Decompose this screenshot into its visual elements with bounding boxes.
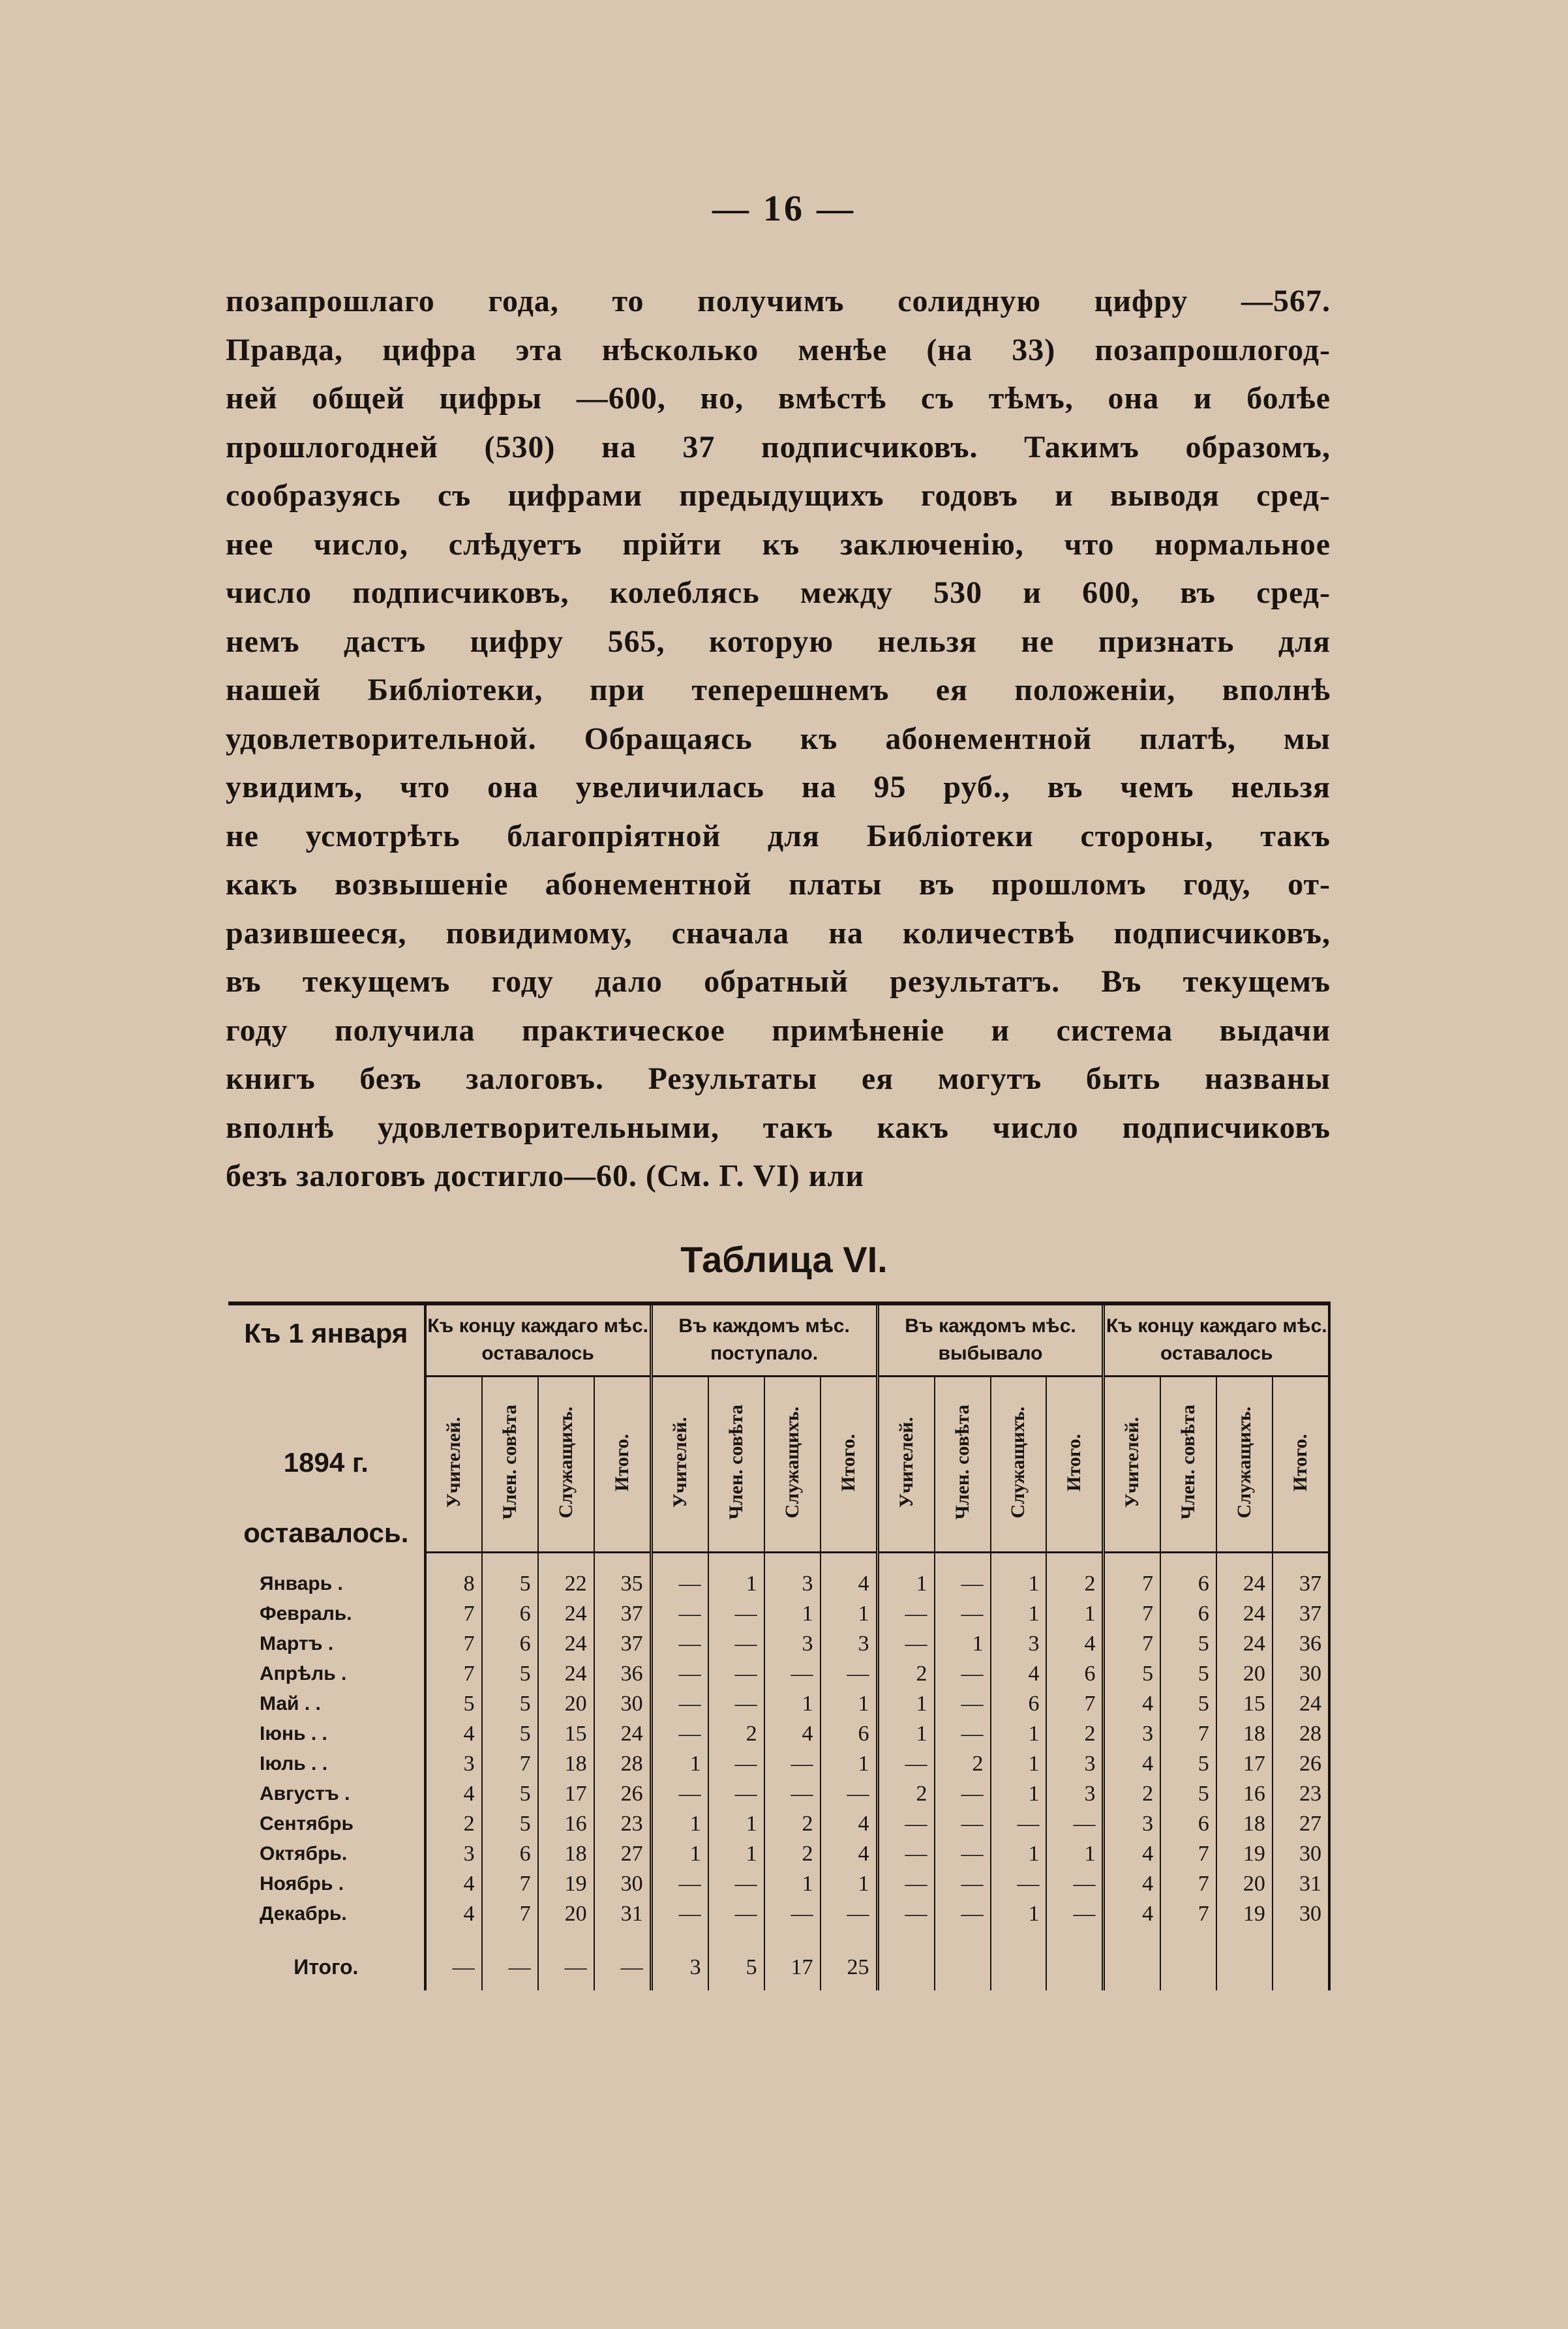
table-cell: 19: [1216, 1899, 1273, 1929]
table-cell: 7: [425, 1659, 482, 1689]
table-cell: 15: [538, 1719, 594, 1749]
table-cell: 7: [1104, 1629, 1160, 1659]
table-cell: —: [708, 1869, 764, 1899]
table-cell: 6: [991, 1689, 1047, 1719]
table-cell: 26: [594, 1779, 651, 1809]
table-cell: 35: [594, 1569, 651, 1599]
group-header-left: Въ каждомъ мѣс. выбывало: [877, 1303, 1104, 1376]
group-header-end: Къ концу каждаго мѣс. оставалось: [1104, 1303, 1329, 1376]
table-cell: —: [877, 1869, 934, 1899]
table-cell: 1: [877, 1719, 934, 1749]
table-cell: 2: [764, 1839, 821, 1869]
table-cell: 30: [594, 1689, 651, 1719]
column-header-label: Член. совѣта: [498, 1405, 520, 1520]
table-cell: 1: [877, 1569, 934, 1599]
table-cell: 5: [1160, 1629, 1216, 1659]
column-header: [1273, 1376, 1329, 1552]
table-cell: 5: [482, 1689, 538, 1719]
column-header: [821, 1376, 877, 1552]
table-cell: 24: [538, 1629, 594, 1659]
total-cell: [1273, 1945, 1329, 1990]
table-cell: 2: [877, 1659, 934, 1689]
table-cell: —: [821, 1779, 877, 1809]
table-cell: 1: [991, 1749, 1047, 1779]
total-cell: [1046, 1945, 1103, 1990]
table-cell: 6: [1160, 1599, 1216, 1629]
paragraph-line: книгъ безъ залоговъ. Результаты ея могутъ быть названы: [226, 1061, 1331, 1096]
table-row: [228, 1629, 1329, 1659]
table-cell: 7: [1160, 1869, 1216, 1899]
table-cell: —: [935, 1569, 991, 1599]
table-cell: —: [821, 1899, 877, 1929]
table-cell: —: [764, 1659, 821, 1689]
table-cell: 5: [482, 1719, 538, 1749]
table-cell: 6: [1160, 1569, 1216, 1599]
table-cell: 1: [651, 1839, 708, 1869]
table-cell: —: [877, 1899, 934, 1929]
table-cell: 1: [991, 1569, 1047, 1599]
table-cell: 2: [935, 1749, 991, 1779]
table-cell: 4: [425, 1869, 482, 1899]
month-label: Мартъ .: [228, 1629, 425, 1659]
table-cell: 5: [482, 1659, 538, 1689]
table-row: [228, 1899, 1329, 1929]
table-cell: 3: [1046, 1749, 1103, 1779]
month-label: Сентябрь: [228, 1809, 425, 1839]
table-cell: —: [1046, 1809, 1103, 1839]
table-cell: 5: [482, 1569, 538, 1599]
table-cell: 36: [594, 1659, 651, 1689]
paragraph-line: увидимъ, что она увеличилась на 95 руб., въ чемъ нельзя: [226, 770, 1331, 804]
table-cell: —: [764, 1779, 821, 1809]
total-cell: [877, 1945, 934, 1990]
table-cell: 18: [1216, 1719, 1273, 1749]
paragraph-line: не усмотрѣть благопріятной для Библіотеки стороны, такъ: [226, 818, 1331, 853]
table-row: [228, 1809, 1329, 1839]
total-cell: —: [538, 1945, 594, 1990]
table-cell: 24: [1216, 1629, 1273, 1659]
table-cell: 3: [425, 1749, 482, 1779]
table-cell: —: [651, 1569, 708, 1599]
column-header-label: Учителей.: [895, 1417, 917, 1508]
table-cell: 1: [708, 1569, 764, 1599]
table-cell: 4: [425, 1779, 482, 1809]
table-cell: —: [935, 1809, 991, 1839]
total-cell: [1104, 1945, 1160, 1990]
table-cell: —: [651, 1689, 708, 1719]
table-cell: —: [935, 1779, 991, 1809]
table-cell: 3: [764, 1569, 821, 1599]
table-cell: —: [708, 1899, 764, 1929]
table-row: [228, 1749, 1329, 1779]
paragraph-line: позапрошлаго года, то получимъ солидную цифру —567.: [226, 284, 1331, 318]
column-header: [651, 1376, 708, 1552]
table-title: Таблица VI.: [680, 1239, 888, 1280]
table-cell: 7: [482, 1749, 538, 1779]
paragraph-line: какъ возвышеніе абонементной платы въ прошломъ году, от-: [226, 867, 1331, 902]
column-header-label: Служащихъ.: [781, 1406, 803, 1519]
table-cell: 3: [764, 1629, 821, 1659]
table-row: [228, 1599, 1329, 1629]
paragraph-line: число подписчиковъ, колеблясь между 530 и 600, въ сред-: [226, 575, 1331, 610]
table-cell: 20: [538, 1689, 594, 1719]
month-label: Апрѣль .: [228, 1659, 425, 1689]
table-cell: 1: [991, 1899, 1047, 1929]
paragraph-line: безъ залоговъ достигло—60. (См. Г. VI) или: [226, 1159, 865, 1193]
table-cell: 27: [1273, 1809, 1329, 1839]
table-cell: 3: [821, 1629, 877, 1659]
month-label: Февраль.: [228, 1599, 425, 1629]
table-cell: —: [991, 1869, 1047, 1899]
table-cell: 24: [1216, 1599, 1273, 1629]
total-cell: [991, 1945, 1047, 1990]
table-cell: —: [651, 1899, 708, 1929]
column-header-label: Член. совѣта: [725, 1405, 747, 1520]
table-cell: 24: [1273, 1689, 1329, 1719]
left-header-line-2: 1894 г.: [283, 1447, 369, 1478]
table-row: [228, 1659, 1329, 1689]
table-cell: 3: [991, 1629, 1047, 1659]
table-cell: 5: [1160, 1779, 1216, 1809]
table-cell: —: [651, 1599, 708, 1629]
column-header-label: Учителей.: [442, 1417, 464, 1508]
table-cell: 4: [1104, 1869, 1160, 1899]
paragraph-line: нашей Библіотеки, при теперешнемъ ея положеніи, вполнѣ: [226, 673, 1331, 707]
column-header-label: Учителей.: [1121, 1417, 1143, 1508]
table-cell: 3: [1104, 1809, 1160, 1839]
page-number: — 16 —: [712, 189, 856, 229]
table-cell: 23: [594, 1809, 651, 1839]
table-cell: 23: [1273, 1779, 1329, 1809]
table-cell: 18: [538, 1839, 594, 1869]
table-cell: 15: [1216, 1689, 1273, 1719]
table-cell: 3: [425, 1839, 482, 1869]
table-cell: 1: [821, 1869, 877, 1899]
table-cell: 8: [425, 1569, 482, 1599]
table-cell: 20: [1216, 1869, 1273, 1899]
table-cell: 31: [1273, 1869, 1329, 1899]
table-cell: 1: [1046, 1839, 1103, 1869]
table-cell: —: [651, 1719, 708, 1749]
table-cell: 5: [1104, 1659, 1160, 1689]
table-cell: 7: [1160, 1899, 1216, 1929]
column-header-label: Учителей.: [669, 1417, 691, 1508]
table-cell: 4: [821, 1569, 877, 1599]
table-cell: —: [877, 1749, 934, 1779]
table-row: [228, 1719, 1329, 1749]
table-cell: 1: [708, 1809, 764, 1839]
table-cell: —: [935, 1839, 991, 1869]
table-cell: —: [708, 1689, 764, 1719]
table-cell: 24: [1216, 1569, 1273, 1599]
column-header-label: Итого.: [1063, 1433, 1085, 1491]
total-cell: [1160, 1945, 1216, 1990]
column-header-label: Итого.: [611, 1433, 633, 1491]
table-cell: 1: [935, 1629, 991, 1659]
table-cell: 2: [1046, 1569, 1103, 1599]
table-cell: 16: [1216, 1779, 1273, 1809]
table-cell: 30: [1273, 1659, 1329, 1689]
column-header: [1216, 1376, 1273, 1552]
column-header-label: Служащихъ.: [554, 1406, 577, 1519]
table-cell: 16: [538, 1809, 594, 1839]
table-cell: 30: [1273, 1899, 1329, 1929]
table-cell: 2: [1104, 1779, 1160, 1809]
table-cell: 22: [538, 1569, 594, 1599]
table-cell: 5: [482, 1779, 538, 1809]
table-cell: 6: [482, 1839, 538, 1869]
table-cell: 28: [1273, 1719, 1329, 1749]
column-header: [425, 1376, 482, 1552]
table-cell: 5: [482, 1809, 538, 1839]
table-cell: 7: [425, 1599, 482, 1629]
table-row: [228, 1839, 1329, 1869]
table-cell: —: [651, 1659, 708, 1689]
column-header: [708, 1376, 764, 1552]
table-cell: 1: [991, 1599, 1047, 1629]
table-cell: 37: [1273, 1599, 1329, 1629]
table-cell: —: [1046, 1899, 1103, 1929]
total-cell: —: [425, 1945, 482, 1990]
column-header-label: Итого.: [837, 1433, 859, 1491]
table-cell: —: [991, 1809, 1047, 1839]
table-cell: 1: [651, 1809, 708, 1839]
left-header: [228, 1303, 425, 1552]
table-cell: 18: [538, 1749, 594, 1779]
table-cell: 4: [425, 1719, 482, 1749]
group-header-start: Къ концу каждаго мѣс. оставалось: [425, 1303, 651, 1376]
table-cell: 37: [1273, 1569, 1329, 1599]
table-cell: 4: [425, 1899, 482, 1929]
total-label: Итого.: [228, 1945, 425, 1990]
table-cell: 5: [425, 1689, 482, 1719]
total-cell: [1216, 1945, 1273, 1990]
table-cell: 36: [1273, 1629, 1329, 1659]
total-cell: 3: [651, 1945, 708, 1990]
table-cell: 19: [538, 1869, 594, 1899]
table-cell: 5: [1160, 1689, 1216, 1719]
table-cell: —: [764, 1749, 821, 1779]
paragraph-line: году получила практическое примѣненіе и система выдачи: [226, 1012, 1331, 1048]
table-cell: 1: [991, 1719, 1047, 1749]
paragraph-line: ней общей цифры —600, но, вмѣстѣ съ тѣмъ, она и болѣе: [226, 381, 1331, 416]
total-cell: [935, 1945, 991, 1990]
table-cell: 1: [764, 1869, 821, 1899]
table-cell: —: [1046, 1869, 1103, 1899]
month-label: Октябрь.: [228, 1839, 425, 1869]
table-cell: 4: [764, 1719, 821, 1749]
column-header: [1046, 1376, 1103, 1552]
column-header: [1160, 1376, 1216, 1552]
table-cell: 5: [1160, 1749, 1216, 1779]
month-label: Январь .: [228, 1569, 425, 1599]
body-paragraph: [226, 277, 1331, 1201]
paragraph-line: вполнѣ удовлетворительными, такъ какъ число подписчиковъ: [226, 1110, 1331, 1145]
table-cell: 28: [594, 1749, 651, 1779]
table-cell: 1: [651, 1749, 708, 1779]
table-cell: 7: [482, 1869, 538, 1899]
table-cell: —: [935, 1599, 991, 1629]
table-cell: —: [821, 1659, 877, 1689]
table-cell: 1: [991, 1779, 1047, 1809]
table-cell: —: [651, 1869, 708, 1899]
table-cell: 2: [764, 1809, 821, 1839]
table-cell: 24: [538, 1599, 594, 1629]
table-cell: 4: [1104, 1689, 1160, 1719]
table-cell: 1: [821, 1599, 877, 1629]
left-header-line-3: оставалось.: [243, 1517, 409, 1548]
table-cell: 18: [1216, 1809, 1273, 1839]
table-cell: —: [708, 1779, 764, 1809]
table-row: [228, 1689, 1329, 1719]
table-cell: —: [708, 1659, 764, 1689]
table-cell: —: [935, 1719, 991, 1749]
table-cell: 7: [482, 1899, 538, 1929]
table-cell: 24: [538, 1659, 594, 1689]
table-cell: 1: [877, 1689, 934, 1719]
paragraph-line: нее число, слѣдуетъ прійти къ заключенію, что нормальное: [226, 526, 1331, 562]
table-cell: —: [877, 1839, 934, 1869]
column-header: [877, 1376, 934, 1552]
group-header-arrived: Въ каждомъ мѣс. поступало.: [651, 1303, 877, 1376]
total-cell: 17: [764, 1945, 821, 1990]
table-cell: —: [935, 1899, 991, 1929]
table-cell: 17: [538, 1779, 594, 1809]
month-label: Ноябрь .: [228, 1869, 425, 1899]
table-cell: 7: [1104, 1569, 1160, 1599]
paragraph-line: немъ дастъ цифру 565, которую нельзя не признать для: [226, 624, 1331, 659]
table-cell: 7: [1160, 1839, 1216, 1869]
table-cell: —: [935, 1689, 991, 1719]
table-cell: 6: [482, 1629, 538, 1659]
total-row: [228, 1945, 1329, 1990]
table-cell: 26: [1273, 1749, 1329, 1779]
column-header-label: Служащихъ.: [1007, 1406, 1029, 1519]
table-cell: 30: [1273, 1839, 1329, 1869]
paragraph-line: Правда, цифра эта нѣсколько менѣе (на 33) позапрошлогод-: [226, 332, 1331, 367]
paragraph-line: въ текущемъ году дало обратный результатъ. Въ текущемъ: [226, 964, 1331, 999]
table-cell: —: [651, 1629, 708, 1659]
table-cell: 6: [821, 1719, 877, 1749]
column-header-label: Служащихъ.: [1233, 1406, 1255, 1519]
table-cell: —: [708, 1599, 764, 1629]
column-header: [764, 1376, 821, 1552]
month-label: Іюнь . .: [228, 1719, 425, 1749]
paragraph-line: разившееся, повидимому, сначала на количествѣ подписчиковъ,: [226, 915, 1331, 951]
table-cell: 27: [594, 1839, 651, 1869]
table-cell: 20: [538, 1899, 594, 1929]
table-cell: 31: [594, 1899, 651, 1929]
table-cell: 1: [991, 1839, 1047, 1869]
column-header: [991, 1376, 1047, 1552]
table-cell: 1: [821, 1749, 877, 1779]
left-header-line-1: Къ 1 января: [244, 1318, 408, 1348]
table-cell: —: [708, 1629, 764, 1659]
table-cell: 1: [821, 1689, 877, 1719]
table-cell: 4: [821, 1809, 877, 1839]
table-cell: 6: [1046, 1659, 1103, 1689]
table-cell: 4: [991, 1659, 1047, 1689]
table-cell: 7: [1046, 1689, 1103, 1719]
data-table: [228, 1302, 1331, 1990]
table-cell: 37: [594, 1629, 651, 1659]
table-cell: 2: [708, 1719, 764, 1749]
table-cell: 17: [1216, 1749, 1273, 1779]
table-cell: 4: [1104, 1899, 1160, 1929]
table-cell: 4: [821, 1839, 877, 1869]
month-label: Августъ .: [228, 1779, 425, 1809]
table-cell: 2: [877, 1779, 934, 1809]
month-label: Декабрь.: [228, 1899, 425, 1929]
table-cell: 1: [764, 1689, 821, 1719]
table-cell: 7: [425, 1629, 482, 1659]
table-cell: 4: [1046, 1629, 1103, 1659]
table-cell: 7: [1160, 1719, 1216, 1749]
table-cell: —: [935, 1659, 991, 1689]
total-cell: —: [594, 1945, 651, 1990]
table-cell: —: [877, 1599, 934, 1629]
paragraph-line: сообразуясь съ цифрами предыдущихъ годовъ и выводя сред-: [226, 478, 1331, 513]
table-row: [228, 1869, 1329, 1899]
table-cell: —: [877, 1629, 934, 1659]
table-cell: 5: [1160, 1659, 1216, 1689]
table-cell: 1: [708, 1839, 764, 1869]
column-header: [538, 1376, 594, 1552]
total-cell: —: [482, 1945, 538, 1990]
total-cell: 5: [708, 1945, 764, 1990]
column-header: [594, 1376, 651, 1552]
table-cell: 2: [1046, 1719, 1103, 1749]
table-cell: 30: [594, 1869, 651, 1899]
column-header: [935, 1376, 991, 1552]
table-row: [228, 1569, 1329, 1599]
table-cell: 6: [482, 1599, 538, 1629]
paragraph-line: удовлетворительной. Обращаясь къ абонементной платѣ, мы: [226, 721, 1331, 756]
table-cell: 7: [1104, 1599, 1160, 1629]
table-cell: 6: [1160, 1809, 1216, 1839]
table-cell: 37: [594, 1599, 651, 1629]
table-cell: 24: [594, 1719, 651, 1749]
month-label: Май . .: [228, 1689, 425, 1719]
table-cell: 1: [1046, 1599, 1103, 1629]
column-header-label: Член. совѣта: [1177, 1405, 1199, 1520]
table-cell: 2: [425, 1809, 482, 1839]
table-cell: 4: [1104, 1839, 1160, 1869]
table-cell: —: [708, 1749, 764, 1779]
table-cell: —: [935, 1869, 991, 1899]
column-header: [482, 1376, 538, 1552]
table-cell: 19: [1216, 1839, 1273, 1869]
column-header: [1104, 1376, 1160, 1552]
table-cell: 4: [1104, 1749, 1160, 1779]
table-cell: 1: [764, 1599, 821, 1629]
table-cell: —: [651, 1779, 708, 1809]
table-row: [228, 1779, 1329, 1809]
column-header-label: Член. совѣта: [951, 1405, 973, 1520]
column-header-label: Итого.: [1289, 1433, 1311, 1491]
table-cell: —: [877, 1809, 934, 1839]
table-cell: 3: [1104, 1719, 1160, 1749]
table-cell: 20: [1216, 1659, 1273, 1689]
table-cell: —: [764, 1899, 821, 1929]
table-cell: 3: [1046, 1779, 1103, 1809]
month-label: Іюль . .: [228, 1749, 425, 1779]
total-cell: 25: [821, 1945, 877, 1990]
paragraph-line: прошлогодней (530) на 37 подписчиковъ. Такимъ образомъ,: [226, 429, 1331, 464]
